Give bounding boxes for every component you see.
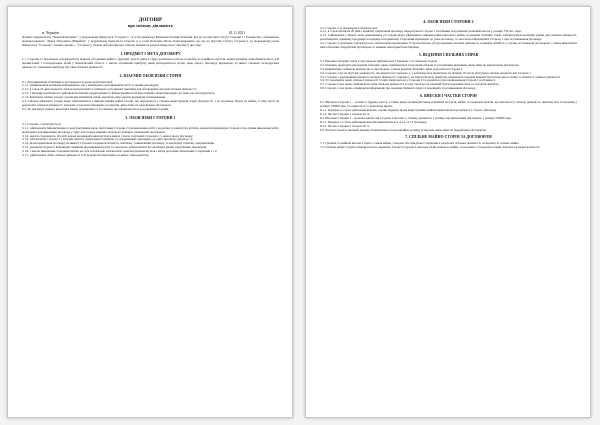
clause-paragraph: 4.1.2. здійснювати у межах своїх повноважень усі заходи щодо ефективного використання внесеного майна та ведення спільних справ, забезпечувати необхідні умови для спільної діяльності, реалізовувати отриману продукцію в порядку, погодженому Сторонами відповідно до умов Договору, та своєчасно інформувати Сторону 1 про хід виконання Договору.: [320, 33, 577, 42]
clause-paragraph: 6.2. Внеском Сторони 2 – грошові кошти, які Сторона 2 вносить у спільну діяльність у розмірі, що визначений Договором, у розмірі 150000 євро.: [320, 115, 512, 120]
clause-paragraph: 5.4. Сторона 2 діє на підставі довіреності, що видається Стороною 1, і зобов'язується щомісячно не пізніше 10 числа наступного місяця надавати звіт Стороні 1.: [320, 70, 532, 75]
clause-paragraph: 2.1.4. визначати спільні заходи з реалізації намічених цілей, надавати один одному відповідні повноваження.: [22, 95, 166, 100]
document-subtitle: про спільну діяльність: [127, 23, 174, 29]
clause-paragraph: 5.5. Сторони з урахуванням предмета спільної діяльності, зокрема у частині розподілу прибутку, визначають порядок ведення бухгалтерського обліку та звітності спільної діяльності.: [320, 74, 561, 79]
clause-paragraph: 3.1.5. надавати Стороні 2 відповідне сприяння при виконанні робіт та своєчасно забезпечувати всі необхідні умови, передбачені Договором;: [22, 145, 208, 150]
clause-paragraph: 6.2.2. Частка Сторони 2 складає 50 %.: [320, 123, 370, 128]
clause-paragraph: 6.1.2. Частка Сторони 1 складає 50 %.: [320, 111, 370, 116]
clause-paragraph: 7.1. Грошові та майнові внески Сторін, а також майно, створене або придбане Сторонами в результаті спільної діяльності, складають їх спільне майно.: [320, 140, 520, 145]
section-heading: 6. ВНЕСКИ І ЧАСТКИ СТОРІН: [420, 94, 477, 99]
section-heading: 4. ОБОВ'ЯЗКИ СТОРОНИ 2: [423, 20, 474, 24]
clause-paragraph: 6.1.1. Порядок та строк здійснення внесків, строки передачі права користування майном визначаються розділом 3.1.2 цього Договору.: [320, 107, 497, 112]
left-sections: [22, 52, 279, 159]
clause-paragraph: 3.1. Сторона 1 зобов'язується:: [22, 121, 62, 126]
section-heading: 5. ВЕДЕННЯ СПІЛЬНИХ СПРАВ: [418, 53, 479, 58]
clause-paragraph: 4.1.1. в строк протягом 20 днів з моменту підписання Договору перерахувати Стороні 1 платіжним дорученням грошовий внесок у розмірі 750 тис. євро.: [320, 29, 522, 34]
clause-paragraph: 3.1.1. здійснювати інформування та консультування щодо підготовки Сторони 2 для виконання робіт з розробки та видобутку вугілля, надавати інформацію Стороні 2 про умови виконання робіт, необхідних для виконання Договору, у тому числі щодо наявних запасів на ділянках, визначених Договором;: [22, 125, 279, 134]
date: 01.11.2021: [228, 30, 245, 35]
right-sections: [320, 20, 577, 150]
clause-paragraph: 2.2. Спільна діяльність Сторін може здійснюватися з використанням майна Сторін, що передається у спільне користування згідно Додатку № 1 до Договору. Права на майно, в тому числі на результати спільної діяльності, належать Сторонам відповідно до внесків, якщо інше не передбачено Договором.: [22, 99, 279, 108]
clause-paragraph: 3.1.7. здійснювати облік спільної діяльності та її результатів відповідно до вимог законодавства.: [22, 153, 150, 158]
section-heading: 7. СПІЛЬНЕ МАЙНО СТОРІН ЗА ДОГОВОРОМ: [405, 135, 492, 140]
clause-paragraph: 5.6. Усі документи щодо спільної діяльності Сторін зберігаються у Сторони 2 та надаються для ознайомлення Стороні 1 на її вимогу.: [320, 78, 496, 83]
clause-paragraph: 5.1. Ведення спільних справ за Договором здійснюється Стороною 2 за спільною згодою.: [320, 58, 438, 63]
clause-paragraph: 2.1.2. в строк 10 днів провести спільні консультації та семінари з узгодженої тематики для обговорення деталей спільної діяльності;: [22, 87, 197, 92]
clause-paragraph: 2.1.1. обмінюватися взаємною інформацією, що є необхідною для виконання робіт за даним договором;: [22, 83, 159, 88]
clause-paragraph: 5.7. Сторона 2 має право здійснювати облік спільної діяльності, в тому числі вести окремий бухгалтерський облік та складати звітність.: [320, 82, 500, 87]
clause-paragraph: 2.1.3. у випадку необхідності здійснювати взаємне кредитування та фінансування на безвідсотковій основі відповідно до умов, що погоджуються;: [22, 91, 215, 96]
clause-paragraph: 5.3. Керівництво спільною діяльністю за Договором, а також ведення спільних справ доручається Стороні 2.: [320, 66, 464, 71]
clause-paragraph: 6.1. Внеском Сторони 1 – особиста трудова участь, а також право на використання технічних ресурсів, майна та грошових коштів, що вносяться у спільну діяльність, визначається Сторонами у розмірі 150000 євро та оцінюється у грошовому виразі.: [320, 99, 577, 108]
clause-paragraph: 2.3. До Договору можуть вноситися зміни, доповнення та уточнення, що оформлюються додатковими угодами.: [22, 107, 169, 112]
clause-paragraph: 3.1.4. після підписання Договору на вимогу Сторони 2 надавати звітність, пов'язану з виконанням Договору, та необхідну технічну документацію.: [22, 141, 215, 146]
document-page-1: [7, 6, 293, 418]
intro-paragraph: Дочірнє підприємство "Чернігівзапсервіс", у подальшому іменується "Сторона 1", в особі директора Мамченко Розани Олегівни, яка діє на підставі Статуту Сторони 1 і Товариство з обмеженою відповідальністю "Декор Петровича (Юкрейн)", у подальшому іменується Сторона 2, в особі Кальчина Петра Олександровича, що діє на підставі Статуту Сторони 2, (в подальшому разом іменуються "Сторони", а кожна окремо – "Сторона"), уклали цей Договір про спільну діяльність (надалі іменується "Договір") про таке:: [22, 34, 279, 47]
section-heading: 2. ВЗАЄМНІ ОБОВ'ЯЗКИ СТОРІН: [119, 74, 182, 79]
clause-paragraph: 5.2. Рішення, необхідні для ведення спільних справ, приймаються Сторонами спільно за узгодженим рішенням, якщо інше не передбачено Договором.: [320, 62, 520, 67]
section-heading: 1. ПРЕДМЕТ І МЕТА ДОГОВОРУ: [120, 51, 181, 56]
clause-paragraph: 5.8. Сторона 1 має право отримувати інформацію про ведення спільних справ та перевіряти стан виконання Договору.: [320, 86, 476, 91]
clause-paragraph: 2.1. Для виконання обов'язків за Договором Сторони зобов'язуються:: [22, 79, 114, 84]
section-heading: 3. ОБОВ'ЯЗКИ СТОРОНИ 1: [125, 116, 176, 121]
clause-paragraph: 4.1. Сторона 2 за Договором зобов'язується:: [320, 25, 378, 30]
clause-paragraph: 3.1.2. надати сторонам по 10 робіт кожна на використання вугілля в межах сторін, залучених Сторони 2, у межах цього Договору;: [22, 133, 194, 138]
city: м. Чернігів: [42, 30, 59, 35]
clause-paragraph: 7.2. Спільне майно Сторін обліковується на окремому балансі Сторони 2, яка веде облік спільного майна, та належить Сторонам на праві спільної часткової власності.: [320, 144, 541, 149]
clause-paragraph: 1.1. Сторони за Договором зобов'язуються шляхом об'єднання майна і трудових зусиль діяти в сфері дозвільної роботи, розробки та надійного вугілля, користуванням і виробництва його для промислових і господарських цілей у Чернігівській області, з метою отримання прибутку, який розподіляється згідно умов даного Договору, відповідно до вимог спільної господарської діяльності, отримання прибутку від такої спільної діяльності.: [22, 57, 279, 70]
clause-paragraph: 6.3. Частки Сторін в спільній діяльності визначаються пропорційно розміру їх внесків, якщо інше не передбачено Договором.: [320, 127, 487, 132]
clause-paragraph: 3.1.3. забезпечити Сторону 2 у власних коштах спеціальною технікою та обладнанням, відповідно до умов Договору (Додаток 1);: [22, 137, 193, 142]
clause-paragraph: 4.2. Сторона 2 додатково зобов'язується: забезпечити перевезення та бухгалтерське обслуговування спільної діяльності, надавати звітність у строки, встановлені Договором, а також виконувати інші обов'язки, передбачені Договором та чинним законодавством України.: [320, 41, 577, 50]
clause-paragraph: 3.1.6. з метою виконання сторонами взятих на себе зобов'язань забезпечити транспортування вугілля з місць розробки, визначених Сторонами 1 і 2;: [22, 149, 218, 154]
clause-paragraph: 6.2.1. Порядок та строк здійснення внесків визначаються п. 4.1.2–4.1.3 Договору.: [320, 119, 427, 124]
document-page-2: [305, 6, 591, 418]
document-title: ДОГОВІР: [138, 17, 163, 23]
